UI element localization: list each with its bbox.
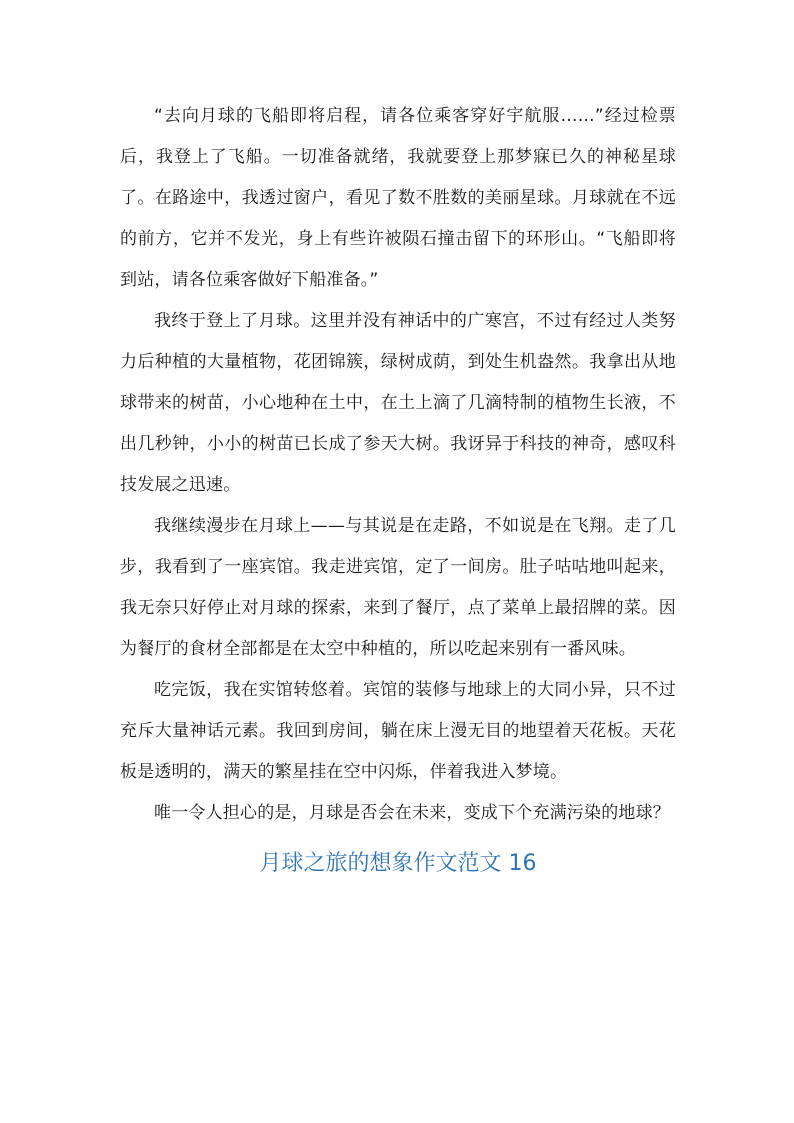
paragraph-5: 唯一令人担心的是，月球是否会在未来，变成下个充满污染的地球？ [154,803,670,823]
paragraph-3: 我继续漫步在月球上——与其说是在走路，不如说是在飞翔。走了几步，我看到了一座宾馆。我走进宾馆，定了一间房。肚子咕咕地叫起来，我无奈只好停止对月球的探索，来到了餐厅，点了菜单上最招牌的菜。因为餐厅的食材全部都是在太空中种植的，所以吃起来别有一番风味。 [120,516,676,659]
section-heading: 月球之旅的想象作文范文 16 [259,851,537,876]
document-page [120,96,676,884]
paragraph-1: “去向月球的飞船即将启程，请各位乘客穿好宇航服……”经过检票后，我登上了飞船。一切准备就绪，我就要登上那梦寐已久的神秘星球了。在路途中，我透过窗户，看见了数不胜数的美丽星球。月球就在不远的前方，它并不发光，身上有些许被陨石撞击留下的环形山。“飞船即将到站，请各位乘客做好下船准备。” [120,106,676,290]
paragraph-4: 吃完饭，我在实馆转悠着。宾馆的装修与地球上的大同小异，只不过充斥大量神话元素。我回到房间，躺在床上漫无目的地望着天花板。天花板是透明的，满天的繁星挂在空中闪烁，伴着我进入梦境。 [120,680,676,782]
paragraph-2: 我终于登上了月球。这里并没有神话中的广寒宫，不过有经过人类努力后种植的大量植物，花团锦簇，绿树成荫，到处生机盎然。我拿出从地球带来的树苗，小心地种在土中，在土上滴了几滴特制的植物生长液，不出几秒钟，小小的树苗已长成了参天大树。我讶异于科技的神奇，感叹科技发展之迅速。 [120,311,676,495]
